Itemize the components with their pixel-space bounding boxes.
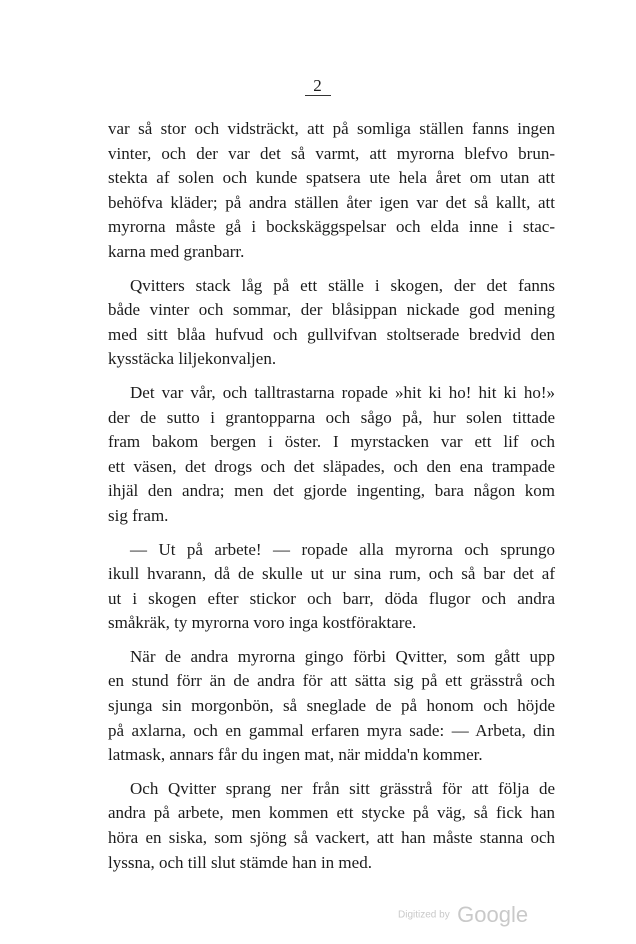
text-line: fram bakom bergen i öster. I myrstacken var ett lif och	[108, 432, 555, 452]
text-line: på axlarna, och en gammal erfaren myra sade: — Arbeta, din	[108, 720, 555, 740]
paragraph	[108, 777, 555, 875]
text-line: en stund förr än de andra för att sätta sig på ett grässtrå och	[108, 671, 555, 691]
paragraph	[108, 117, 555, 265]
text-line: När de andra myrorna gingo förbi Qvitter, som gått upp	[130, 646, 555, 666]
paragraph	[108, 381, 555, 529]
text-line: ikull hvarann, då de skulle ut ur sina rum, och så bar det af	[108, 564, 555, 584]
text-line: var så stor och vidsträckt, att på somliga ställen fanns ingen	[108, 119, 555, 138]
text-line: kysstäcka liljekonvaljen.	[108, 349, 277, 369]
text-line: vinter, och der var det så varmt, att myrorna blefvo brun-	[108, 143, 555, 163]
text-line: småkräk, ty myrorna voro inga kostföraktare.	[108, 613, 417, 633]
text-line: både vinter och sommar, der blåsippan nickade god mening	[108, 300, 555, 320]
digitized-watermark	[398, 902, 528, 928]
paragraph	[108, 645, 555, 768]
page-number	[0, 76, 636, 96]
body-text	[108, 117, 555, 875]
text-line: höra en siska, som sjöng så vackert, att han måste stanna och	[108, 828, 555, 848]
paragraph	[108, 274, 555, 372]
text-line: ett väsen, det drogs och det släpades, och den ena trampade	[108, 456, 555, 476]
text-line: sjunga sin morgonbön, så sneglade de på honom och höjde	[108, 696, 555, 716]
text-line: med sitt blåa hufvud och gullvifvan stoltserade bredvid den	[108, 324, 555, 344]
text-line: lyssna, och till slut stämde han in med.	[108, 852, 372, 872]
text-line: — Ut på arbete! — ropade alla myrorna och sprungo	[130, 539, 555, 559]
text-line: ihjäl den andra; men det gjorde ingenting, bara någon kom	[108, 481, 555, 501]
text-line: sig fram.	[108, 505, 169, 525]
paragraph	[108, 538, 555, 636]
text-line: Qvitters stack låg på ett ställe i skogen, der det fanns	[130, 275, 555, 295]
google-logo: Google	[457, 902, 529, 927]
text-line: stekta af solen och kunde spatsera ute hela året om utan att	[108, 168, 555, 188]
text-line: andra på arbete, men kommen ett stycke på väg, så fick han	[108, 803, 555, 823]
text-line: behöfva kläder; på andra ställen åter igen var det så kallt, att	[108, 192, 555, 212]
text-line: myrorna måste gå i bockskäggspelsar och elda inne i stac-	[108, 217, 555, 237]
page-number-text: 2	[305, 76, 331, 96]
text-line: latmask, annars får du ingen mat, när midda'n kommer.	[108, 745, 483, 765]
text-line: Det var vår, och talltrastarna ropade »hit ki ho! hit ki ho!»	[130, 382, 555, 402]
text-line: ut i skogen efter stickor och barr, döda flugor och andra	[108, 588, 555, 608]
text-line: karna med granbarr.	[108, 241, 245, 261]
text-line: Och Qvitter sprang ner från sitt grässtrå för att följa de	[130, 778, 555, 798]
watermark-prefix: Digitized by	[398, 909, 450, 921]
text-line: der de sutto i grantopparna och sågo på, hur solen tittade	[108, 407, 555, 427]
